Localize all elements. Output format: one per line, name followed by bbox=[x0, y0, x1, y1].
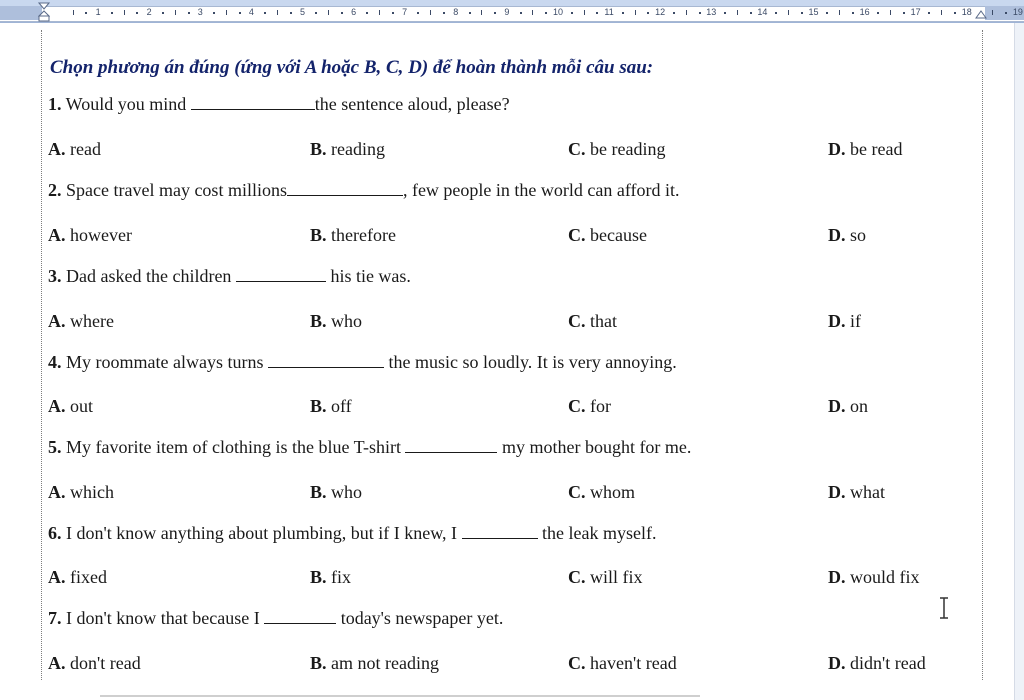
ruler-tick bbox=[290, 12, 292, 14]
question-text-before: I don't know that because I bbox=[61, 608, 265, 628]
option-text: because bbox=[585, 225, 647, 245]
option-text: so bbox=[845, 225, 867, 245]
ruler-tick bbox=[635, 10, 636, 15]
option-label: A. bbox=[48, 653, 66, 673]
option-a bbox=[48, 653, 141, 674]
answer-blank bbox=[287, 181, 403, 196]
option-b bbox=[310, 567, 351, 588]
ruler-tick bbox=[430, 10, 431, 15]
option-text: will fix bbox=[585, 567, 643, 587]
option-text: am not reading bbox=[326, 653, 439, 673]
ruler-number: 11 bbox=[604, 7, 614, 17]
ruler-number: 4 bbox=[248, 7, 254, 17]
ruler-tick bbox=[724, 12, 726, 14]
question-text-after: today's newspaper yet. bbox=[336, 608, 504, 628]
option-a bbox=[48, 139, 101, 160]
option-label: A. bbox=[48, 567, 66, 587]
ruler-tick bbox=[481, 10, 482, 15]
option-text: read bbox=[65, 139, 101, 159]
ruler-number: 8 bbox=[453, 7, 459, 17]
option-label: D. bbox=[828, 482, 846, 502]
option-label: A. bbox=[48, 396, 66, 416]
option-b bbox=[310, 482, 362, 503]
option-text: didn't read bbox=[845, 653, 926, 673]
ruler-tick bbox=[801, 12, 803, 14]
option-d bbox=[828, 567, 920, 588]
option-text: what bbox=[845, 482, 885, 502]
ruler-number: 6 bbox=[351, 7, 357, 17]
ruler-tick bbox=[315, 12, 317, 14]
option-b bbox=[310, 311, 362, 332]
ruler-tick bbox=[954, 12, 956, 14]
ruler-tick bbox=[571, 12, 573, 14]
ruler-number: 13 bbox=[706, 7, 717, 17]
ruler-tick bbox=[992, 10, 993, 15]
ruler-tick bbox=[226, 10, 227, 15]
option-text: which bbox=[65, 482, 114, 502]
ruler-tick bbox=[596, 12, 598, 14]
option-label: A. bbox=[48, 225, 66, 245]
option-label: B. bbox=[310, 225, 327, 245]
ruler-tick bbox=[73, 10, 74, 15]
question-number: 1. bbox=[48, 94, 62, 114]
option-d bbox=[828, 482, 885, 503]
question-4 bbox=[48, 352, 677, 373]
option-label: D. bbox=[828, 225, 846, 245]
ruler-tick bbox=[903, 12, 905, 14]
option-b bbox=[310, 139, 385, 160]
question-number: 2. bbox=[48, 180, 62, 200]
ruler-number: 12 bbox=[655, 7, 666, 17]
ruler-number: 14 bbox=[757, 7, 768, 17]
ruler-tick bbox=[213, 12, 215, 14]
ruler-tick bbox=[328, 10, 329, 15]
option-label: D. bbox=[828, 139, 846, 159]
option-text: don't read bbox=[65, 653, 141, 673]
ruler-tick bbox=[494, 12, 496, 14]
option-label: B. bbox=[310, 396, 327, 416]
option-text: fix bbox=[326, 567, 352, 587]
option-label: B. bbox=[310, 311, 327, 331]
option-text: be read bbox=[845, 139, 903, 159]
ruler-number: 10 bbox=[552, 7, 564, 17]
question-number: 6. bbox=[48, 523, 62, 543]
option-text: where bbox=[65, 311, 114, 331]
ruler-number: 15 bbox=[808, 7, 819, 17]
ruler-tick bbox=[264, 12, 266, 14]
ruler-tick bbox=[469, 12, 471, 14]
option-b bbox=[310, 653, 439, 674]
ruler-tick bbox=[852, 12, 854, 14]
option-label: C. bbox=[568, 311, 586, 331]
option-text: be reading bbox=[585, 139, 666, 159]
ruler-tick bbox=[647, 12, 649, 14]
ruler-tick bbox=[532, 10, 533, 15]
ruler-tick bbox=[737, 10, 738, 15]
horizontal-ruler[interactable] bbox=[0, 0, 1024, 23]
ruler-tick bbox=[622, 12, 624, 14]
ruler-number: 18 bbox=[961, 7, 972, 17]
page-bottom-divider bbox=[100, 695, 700, 697]
option-c bbox=[568, 139, 665, 160]
option-text: that bbox=[585, 311, 617, 331]
question-text-before: I don't know anything about plumbing, but if I knew, I bbox=[61, 523, 462, 543]
ruler-tick bbox=[877, 12, 879, 14]
option-text: fixed bbox=[65, 567, 107, 587]
left-margin-guide bbox=[41, 30, 42, 680]
option-label: B. bbox=[310, 653, 327, 673]
ruler-tick bbox=[392, 12, 394, 14]
answer-blank bbox=[191, 95, 315, 110]
option-a bbox=[48, 225, 132, 246]
ruler-number: 19 bbox=[1012, 7, 1023, 17]
ruler-number: 3 bbox=[197, 7, 203, 17]
instruction-heading: Chọn phương án đúng (ứng với A hoặc B, C, D) để hoàn thành mỗi câu sau: bbox=[50, 57, 654, 78]
option-c bbox=[568, 653, 677, 674]
text-cursor-icon bbox=[937, 597, 951, 619]
option-text: whom bbox=[585, 482, 635, 502]
ruler-tick bbox=[520, 12, 522, 14]
right-margin-guide bbox=[982, 30, 983, 680]
option-d bbox=[828, 311, 861, 332]
ruler-tick bbox=[277, 10, 278, 15]
option-text: out bbox=[65, 396, 94, 416]
option-label: B. bbox=[310, 482, 327, 502]
ruler-tick bbox=[124, 10, 125, 15]
option-label: C. bbox=[568, 653, 586, 673]
option-text: if bbox=[845, 311, 861, 331]
ruler-left-margin bbox=[0, 6, 42, 20]
option-label: A. bbox=[48, 311, 66, 331]
option-c bbox=[568, 482, 635, 503]
question-1 bbox=[48, 94, 510, 115]
ruler-number: 17 bbox=[910, 7, 921, 17]
option-label: C. bbox=[568, 396, 586, 416]
ruler-tick bbox=[775, 12, 777, 14]
option-text: haven't read bbox=[585, 653, 677, 673]
option-label: A. bbox=[48, 139, 66, 159]
ruler-tick bbox=[162, 12, 164, 14]
ruler-tick bbox=[136, 12, 138, 14]
option-d bbox=[828, 139, 902, 160]
question-text-after: his tie was. bbox=[325, 266, 411, 286]
question-text-before: My favorite item of clothing is the blue T-shirt bbox=[61, 437, 406, 457]
ruler-number: 7 bbox=[402, 7, 408, 17]
page-right-edge bbox=[1014, 23, 1024, 700]
ruler-tick bbox=[673, 12, 675, 14]
right-indent-marker-icon[interactable] bbox=[975, 10, 987, 22]
ruler-tick bbox=[239, 12, 241, 14]
option-label: C. bbox=[568, 139, 586, 159]
option-c bbox=[568, 225, 647, 246]
question-number: 4. bbox=[48, 352, 62, 372]
ruler-tick bbox=[584, 10, 585, 15]
option-text: would fix bbox=[845, 567, 920, 587]
answer-blank bbox=[236, 267, 326, 282]
question-text-before: Would you mind bbox=[61, 94, 191, 114]
answer-blank bbox=[268, 353, 384, 368]
ruler-tick bbox=[928, 12, 930, 14]
ruler-tick bbox=[341, 12, 343, 14]
ruler-tick bbox=[379, 10, 380, 15]
indent-marker-icon[interactable] bbox=[38, 2, 50, 22]
ruler-tick bbox=[443, 12, 445, 14]
option-c bbox=[568, 396, 611, 417]
option-d bbox=[828, 653, 926, 674]
ruler-tick bbox=[417, 12, 419, 14]
option-d bbox=[828, 396, 868, 417]
ruler-tick bbox=[175, 10, 176, 15]
ruler-tick bbox=[750, 12, 752, 14]
ruler-number: 5 bbox=[299, 7, 306, 17]
question-text-after: the sentence aloud, please? bbox=[314, 94, 510, 114]
answer-blank bbox=[462, 524, 538, 539]
option-c bbox=[568, 567, 643, 588]
question-number: 3. bbox=[48, 266, 62, 286]
option-b bbox=[310, 225, 396, 246]
question-text-before: My roommate always turns bbox=[61, 352, 268, 372]
option-label: A. bbox=[48, 482, 66, 502]
question-text-after: the leak myself. bbox=[537, 523, 657, 543]
option-label: B. bbox=[310, 139, 327, 159]
question-5 bbox=[48, 437, 691, 458]
question-text-after: the music so loudly. It is very annoying. bbox=[383, 352, 677, 372]
option-text: reading bbox=[326, 139, 385, 159]
option-label: C. bbox=[568, 482, 586, 502]
option-text: who bbox=[326, 482, 363, 502]
ruler-tick bbox=[699, 12, 701, 14]
ruler-tick bbox=[686, 10, 687, 15]
option-text: therefore bbox=[326, 225, 396, 245]
question-number: 7. bbox=[48, 608, 62, 628]
question-3 bbox=[48, 266, 411, 287]
question-6 bbox=[48, 523, 657, 544]
option-label: D. bbox=[828, 311, 846, 331]
answer-blank bbox=[264, 609, 336, 624]
option-label: C. bbox=[568, 567, 586, 587]
ruler-number: 9 bbox=[504, 7, 510, 17]
option-a bbox=[48, 567, 107, 588]
ruler-tick bbox=[941, 10, 942, 15]
option-text: however bbox=[65, 225, 132, 245]
question-text-before: Dad asked the children bbox=[61, 266, 236, 286]
ruler-number: 16 bbox=[859, 7, 870, 17]
ruler-tick bbox=[826, 12, 828, 14]
option-text: on bbox=[845, 396, 868, 416]
question-2 bbox=[48, 180, 680, 201]
option-c bbox=[568, 311, 617, 332]
option-text: for bbox=[585, 396, 611, 416]
ruler-tick bbox=[788, 10, 789, 15]
question-text-after: , few people in the world can afford it. bbox=[402, 180, 680, 200]
question-number: 5. bbox=[48, 437, 62, 457]
option-label: C. bbox=[568, 225, 586, 245]
option-d bbox=[828, 225, 866, 246]
ruler-number: 1 bbox=[95, 7, 101, 17]
ruler-tick bbox=[188, 12, 190, 14]
question-7 bbox=[48, 608, 503, 629]
question-text-after: my mother bought for me. bbox=[497, 437, 692, 457]
question-text-before: Space travel may cost millions bbox=[61, 180, 287, 200]
ruler-tick bbox=[1005, 12, 1007, 14]
answer-blank bbox=[405, 438, 497, 453]
option-label: B. bbox=[310, 567, 327, 587]
option-a bbox=[48, 482, 114, 503]
ruler-tick bbox=[839, 10, 840, 15]
option-b bbox=[310, 396, 352, 417]
ruler-tick bbox=[890, 10, 891, 15]
ruler-tick bbox=[366, 12, 368, 14]
ruler-number: 2 bbox=[146, 7, 152, 17]
ruler-strip bbox=[0, 6, 1024, 22]
ruler-tick bbox=[111, 12, 113, 14]
option-a bbox=[48, 396, 93, 417]
option-a bbox=[48, 311, 114, 332]
option-text: off bbox=[326, 396, 352, 416]
option-label: D. bbox=[828, 567, 846, 587]
option-text: who bbox=[326, 311, 363, 331]
ruler-tick bbox=[85, 12, 87, 14]
option-label: D. bbox=[828, 396, 846, 416]
ruler-tick bbox=[545, 12, 547, 14]
option-label: D. bbox=[828, 653, 846, 673]
